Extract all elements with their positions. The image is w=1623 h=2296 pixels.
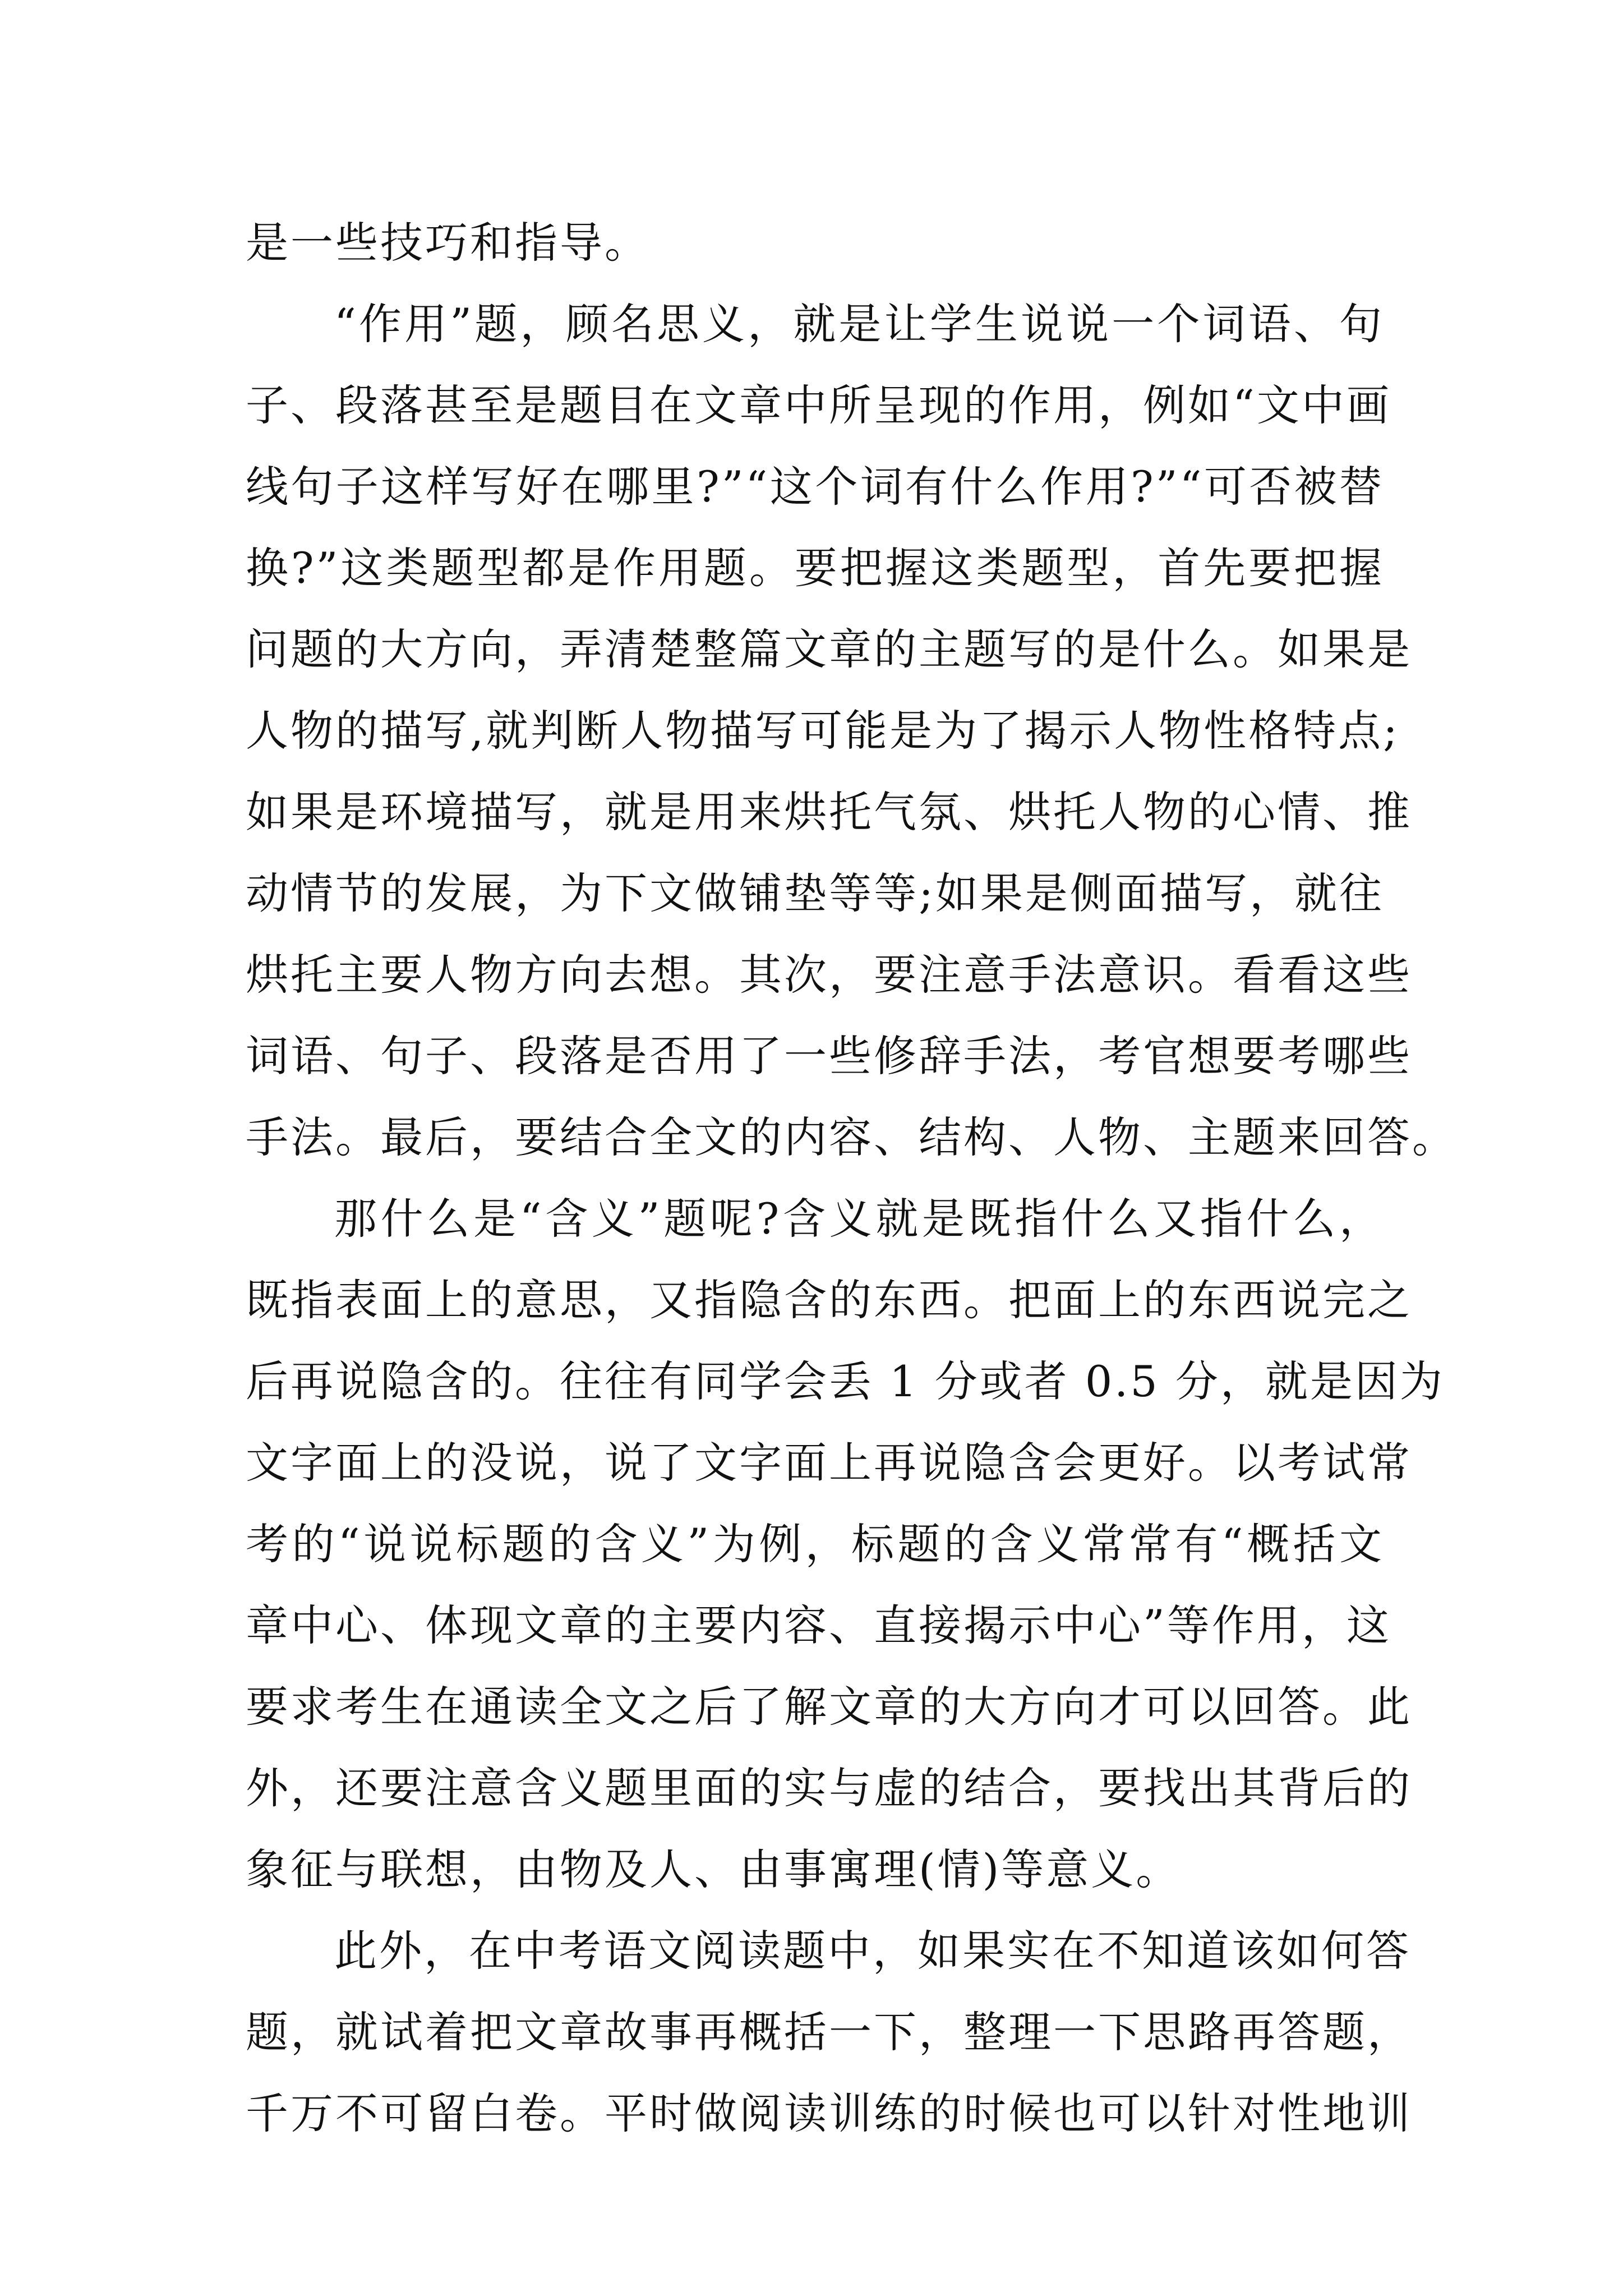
text-line: “作用”题，顾名思义，就是让学生说说一个词语、句 <box>334 299 1384 349</box>
text-line: 考的“说说标题的含义”为例，标题的含义常常有“概括文 <box>246 1519 1384 1569</box>
text-line: 问题的大方向，弄清楚整篇文章的主题写的是什么。如果是 <box>246 624 1412 674</box>
text-line: 动情节的发展，为下文做铺垫等等;如果是侧面描写，就往 <box>246 868 1384 918</box>
text-line: 手法。最后，要结合全文的内容、结构、人物、主题来回答。 <box>246 1112 1457 1162</box>
text-line: 词语、句子、段落是否用了一些修辞手法，考官想要考哪些 <box>246 1031 1412 1081</box>
text-line: 千万不可留白卷。平时做阅读训练的时候也可以针对性地训 <box>246 2088 1412 2138</box>
text-line: 章中心、体现文章的主要内容、直接揭示中心”等作用，这 <box>246 1600 1391 1650</box>
text-line: 是一些技巧和指导。 <box>246 218 649 268</box>
text-line: 线句子这样写好在哪里?”“这个词有什么作用?”“可否被替 <box>246 462 1384 512</box>
body-text <box>246 202 1457 2154</box>
text-line: 烘托主要人物方向去想。其次，要注意手法意识。看看这些 <box>246 950 1412 1000</box>
text-line: 文字面上的没说，说了文字面上再说隐含会更好。以考试常 <box>246 1438 1412 1488</box>
text-line: 象征与联想，由物及人、由事寓理(情)等意义。 <box>246 1844 1181 1894</box>
text-line: 如果是环境描写，就是用来烘托气氛、烘托人物的心情、推 <box>246 787 1412 837</box>
text-line: 子、段落甚至是题目在文章中所呈现的作用，例如“文中画 <box>246 380 1391 430</box>
text-line: 此外，在中考语文阅读题中，如果实在不知道该如何答 <box>334 1926 1411 1976</box>
text-line: 题，就试着把文章故事再概括一下，整理一下思路再答题， <box>246 2007 1412 2057</box>
text-line: 那什么是“含义”题呢?含义就是既指什么又指什么， <box>334 1194 1384 1244</box>
text-line: 换?”这类题型都是作用题。要把握这类题型，首先要把握 <box>246 543 1384 593</box>
text-line: 既指表面上的意思，又指隐含的东西。把面上的东西说完之 <box>246 1275 1412 1325</box>
text-line: 后再说隐含的。往往有同学会丢 1 分或者 0.5 分，就是因为 <box>246 1356 1445 1406</box>
text-line: 要求考生在通读全文之后了解文章的大方向才可以回答。此 <box>246 1682 1412 1732</box>
text-line: 外，还要注意含义题里面的实与虚的结合，要找出其背后的 <box>246 1763 1412 1813</box>
text-line: 人物的描写,就判断人物描写可能是为了揭示人物性格特点; <box>246 706 1400 756</box>
